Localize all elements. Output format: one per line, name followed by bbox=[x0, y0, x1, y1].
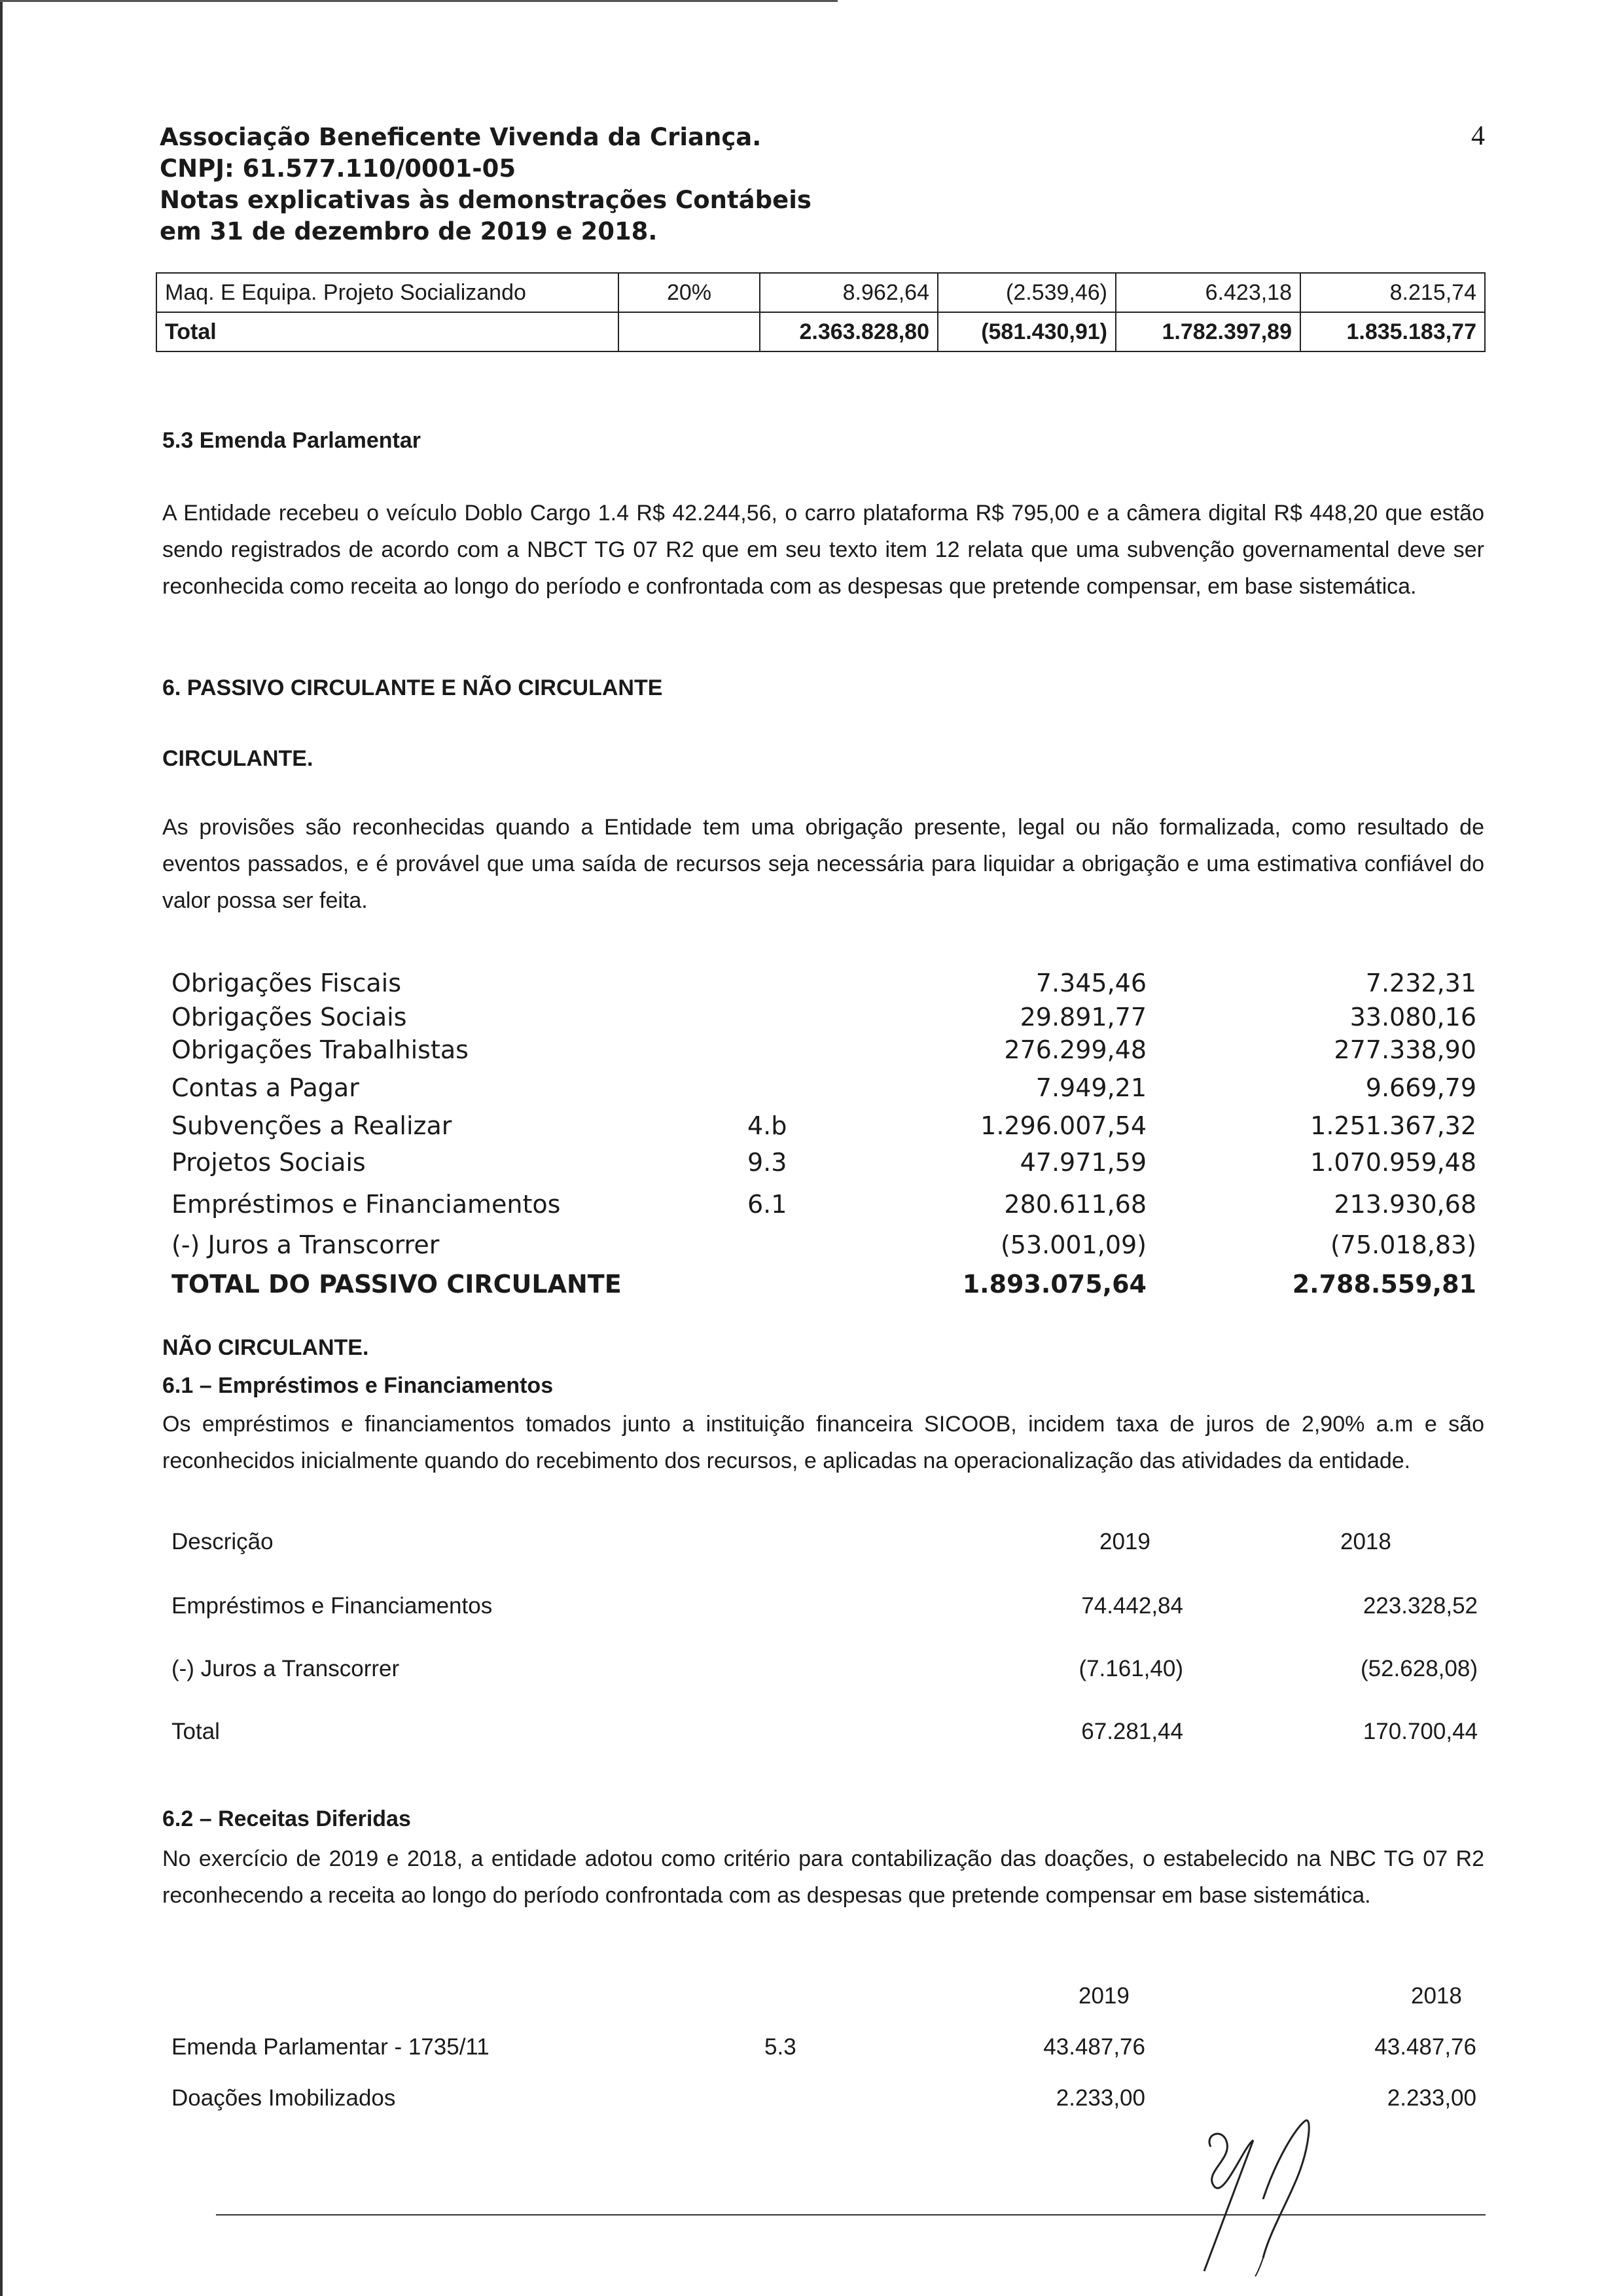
liability-label: Empréstimos e Financiamentos bbox=[171, 1190, 561, 1219]
liabilities-total-row bbox=[0, 1270, 1623, 1306]
deferred-table-header bbox=[0, 1983, 1623, 2020]
section-6-title: 6. PASSIVO CIRCULANTE E NÃO CIRCULANTE bbox=[162, 675, 663, 700]
liability-note: 6.1 bbox=[747, 1190, 787, 1219]
loan-value-2018: (52.628,08) bbox=[1360, 1656, 1478, 1681]
deferred-value-2019: 2.233,00 bbox=[1056, 2085, 1145, 2111]
liability-value-2019: 276.299,48 bbox=[1004, 1035, 1147, 1064]
liability-value-2018: (75.018,83) bbox=[1330, 1230, 1476, 1259]
table-cell-cost: 8.962,64 bbox=[760, 273, 938, 312]
page-top-border bbox=[0, 0, 838, 2]
table-row bbox=[0, 1656, 1623, 1693]
loan-value-2018: 170.700,44 bbox=[1363, 1719, 1478, 1744]
table-cell-depreciation: (581.430,91) bbox=[938, 312, 1116, 351]
liability-value-2018: 277.338,90 bbox=[1334, 1035, 1476, 1064]
liability-value-2018: 1.251.367,32 bbox=[1310, 1111, 1476, 1140]
list-item bbox=[0, 969, 1623, 1005]
section-5-3-title: 5.3 Emenda Parlamentar bbox=[162, 428, 421, 453]
liability-value-2019: 280.611,68 bbox=[1004, 1190, 1147, 1219]
list-item bbox=[0, 1148, 1623, 1185]
deferred-header-2019: 2019 bbox=[1079, 1983, 1130, 2009]
list-item bbox=[0, 1035, 1623, 1072]
table-cell-rate bbox=[618, 312, 760, 351]
deferred-header-2018: 2018 bbox=[1411, 1983, 1462, 2009]
loan-header-2019: 2019 bbox=[1099, 1529, 1150, 1554]
loan-header-2018: 2018 bbox=[1340, 1529, 1391, 1554]
handwritten-signature bbox=[1165, 2108, 1335, 2278]
liability-note: 9.3 bbox=[747, 1148, 787, 1177]
asset-table bbox=[156, 272, 1486, 352]
loan-value-2019: 67.281,44 bbox=[1081, 1719, 1183, 1744]
table-cell-description: Total bbox=[156, 312, 618, 351]
liability-label: Obrigações Sociais bbox=[171, 1003, 407, 1031]
table-cell-net-2019: 6.423,18 bbox=[1116, 273, 1300, 312]
loan-label: Total bbox=[171, 1719, 220, 1744]
liability-value-2019: 47.971,59 bbox=[1020, 1148, 1147, 1177]
deferred-label: Emenda Parlamentar - 1735/11 bbox=[171, 2034, 490, 2060]
liabilities-total-2019: 1.893.075,64 bbox=[962, 1270, 1147, 1299]
table-cell-net-2019: 1.782.397,89 bbox=[1116, 312, 1300, 351]
liability-label: Obrigações Fiscais bbox=[171, 969, 401, 997]
table-cell-net-2018: 8.215,74 bbox=[1300, 273, 1485, 312]
nao-circulante-title: NÃO CIRCULANTE. bbox=[162, 1335, 369, 1360]
liability-value-2018: 33.080,16 bbox=[1349, 1003, 1476, 1031]
list-item bbox=[0, 1073, 1623, 1110]
table-cell-description: Maq. E Equipa. Projeto Socializando bbox=[156, 273, 618, 312]
table-row-total bbox=[0, 1719, 1623, 1755]
section-6-2-title: 6.2 – Receitas Diferidas bbox=[162, 1806, 411, 1831]
liability-label: Projetos Sociais bbox=[171, 1148, 366, 1177]
liabilities-total-label: TOTAL DO PASSIVO CIRCULANTE bbox=[171, 1270, 622, 1299]
deferred-value-2018: 43.487,76 bbox=[1374, 2034, 1476, 2060]
loan-table-header bbox=[0, 1529, 1623, 1566]
deferred-note: 5.3 bbox=[764, 2034, 796, 2060]
liability-label: (-) Juros a Transcorrer bbox=[171, 1230, 440, 1259]
liability-note: 4.b bbox=[747, 1111, 787, 1140]
section-6-1-text: Os empréstimos e financiamentos tomados junto a instituição financeira SICOOB, incidem taxa de juros de 2,90% a.m e são reconhecidos inicialmente quando do recebimento dos recursos, e aplicadas na operacionalização das atividades da entidade. bbox=[162, 1412, 1484, 1473]
list-item bbox=[0, 1190, 1623, 1227]
table-row-total bbox=[156, 312, 1485, 351]
loan-value-2019: (7.161,40) bbox=[1079, 1656, 1183, 1681]
circulante-text: As provisões são reconhecidas quando a Entidade tem uma obrigação presente, legal ou não formalizada, como resultado de eventos passados, e é provável que uma saída de recursos seja necessária para liquidar a obrigação e uma estimativa confiável do valor possa ser feita. bbox=[162, 815, 1484, 913]
liability-label: Contas a Pagar bbox=[171, 1073, 359, 1102]
notes-title: Notas explicativas às demonstrações Contábeis bbox=[160, 186, 812, 214]
table-row bbox=[0, 2085, 1623, 2122]
section-6-2-text: No exercício de 2019 e 2018, a entidade adotou como critério para contabilização das doações, o estabelecido na NBC TG 07 R2 reconhecendo a receita ao longo do período confrontada com as despesas que pretende compensar em base sistemática. bbox=[162, 1846, 1484, 1908]
table-cell-net-2018: 1.835.183,77 bbox=[1300, 312, 1485, 351]
loan-label: Empréstimos e Financiamentos bbox=[171, 1593, 493, 1619]
liability-value-2018: 1.070.959,48 bbox=[1310, 1148, 1476, 1177]
organization-name: Associação Beneficente Vivenda da Criança. bbox=[160, 123, 762, 151]
table-cell-depreciation: (2.539,46) bbox=[938, 273, 1116, 312]
table-row bbox=[156, 273, 1485, 312]
list-item bbox=[0, 1111, 1623, 1148]
liability-value-2019: 7.949,21 bbox=[1035, 1073, 1147, 1102]
table-cell-cost: 2.363.828,80 bbox=[760, 312, 938, 351]
section-6-1-title: 6.1 – Empréstimos e Financiamentos bbox=[162, 1373, 554, 1398]
liability-label: Subvenções a Realizar bbox=[171, 1111, 452, 1140]
notes-date: em 31 de dezembro de 2019 e 2018. bbox=[160, 217, 658, 245]
cnpj-line: CNPJ: 61.577.110/0001-05 bbox=[160, 154, 516, 183]
liability-value-2019: 29.891,77 bbox=[1020, 1003, 1147, 1031]
liability-value-2019: (53.001,09) bbox=[1000, 1230, 1147, 1259]
deferred-value-2019: 43.487,76 bbox=[1043, 2034, 1145, 2060]
page-number: 4 bbox=[1471, 121, 1485, 151]
table-row bbox=[0, 1593, 1623, 1630]
liability-value-2018: 7.232,31 bbox=[1365, 969, 1476, 997]
circulante-title: CIRCULANTE. bbox=[162, 746, 313, 771]
loan-header-description: Descrição bbox=[171, 1529, 274, 1554]
loan-value-2019: 74.442,84 bbox=[1081, 1593, 1183, 1619]
liability-value-2018: 213.930,68 bbox=[1334, 1190, 1476, 1219]
liability-value-2019: 7.345,46 bbox=[1035, 969, 1147, 997]
table-cell-rate: 20% bbox=[618, 273, 760, 312]
deferred-value-2018: 2.233,00 bbox=[1387, 2085, 1476, 2111]
liabilities-total-2018: 2.788.559,81 bbox=[1292, 1270, 1476, 1299]
loan-label: (-) Juros a Transcorrer bbox=[171, 1656, 400, 1681]
table-row bbox=[0, 2034, 1623, 2071]
liability-value-2019: 1.296.007,54 bbox=[980, 1111, 1147, 1140]
deferred-label: Doações Imobilizados bbox=[171, 2085, 396, 2111]
list-item bbox=[0, 1003, 1623, 1039]
liability-label: Obrigações Trabalhistas bbox=[171, 1035, 469, 1064]
loan-value-2018: 223.328,52 bbox=[1363, 1593, 1478, 1619]
liability-value-2018: 9.669,79 bbox=[1365, 1073, 1476, 1102]
document-header bbox=[160, 122, 812, 247]
list-item bbox=[0, 1230, 1623, 1267]
section-5-3-text: A Entidade recebeu o veículo Doblo Cargo 1.4 R$ 42.244,56, o carro plataforma R$ 795,00 e a câmera digital R$ 448,20 que estão sendo registrados de acordo com a NBCT TG 07 R2 que em seu texto item 12 relata que uma subvenção governamental deve ser reconhecida como receita ao longo do período e confrontada com as despesas que pretende compensar, em base sistemática. bbox=[162, 501, 1484, 599]
